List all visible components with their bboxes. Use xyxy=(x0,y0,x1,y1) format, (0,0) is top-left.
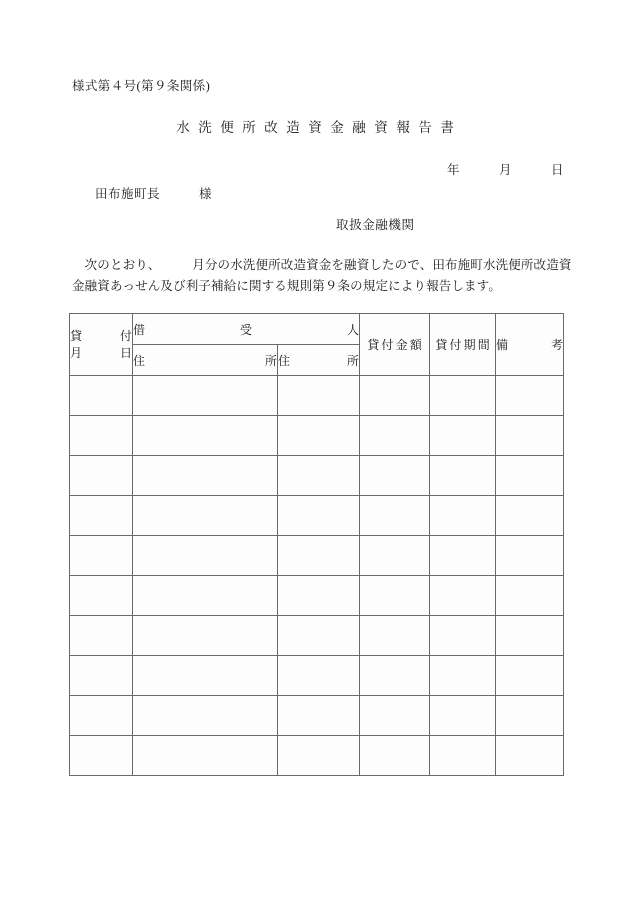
cell-address-2[interactable] xyxy=(278,736,360,776)
cell-loan-period[interactable] xyxy=(430,496,496,536)
document-title: 水洗便所改造資金融資報告書 xyxy=(176,120,463,135)
table-row[interactable] xyxy=(70,576,564,616)
header-address-1-char-1: 住 xyxy=(133,353,146,368)
cell-loan-amount[interactable] xyxy=(360,536,430,576)
cell-remarks[interactable] xyxy=(496,536,564,576)
cell-address-1[interactable] xyxy=(133,696,278,736)
cell-remarks[interactable] xyxy=(496,736,564,776)
table-row[interactable] xyxy=(70,416,564,456)
header-remarks xyxy=(496,314,564,376)
header-lend-date-bottom-1: 月 xyxy=(70,345,83,360)
table-row[interactable] xyxy=(70,496,564,536)
cell-address-2[interactable] xyxy=(278,696,360,736)
cell-address-1[interactable] xyxy=(133,616,278,656)
cell-loan-amount[interactable] xyxy=(360,376,430,416)
header-loan-period: 貸付期間 xyxy=(430,314,496,376)
report-table-body xyxy=(70,376,564,776)
header-loan-amount: 貸付金額 xyxy=(360,314,430,376)
cell-address-2[interactable] xyxy=(278,536,360,576)
table-row[interactable] xyxy=(70,536,564,576)
cell-remarks[interactable] xyxy=(496,576,564,616)
header-borrower-char-1: 借 xyxy=(133,322,146,337)
cell-lend-date[interactable] xyxy=(70,456,133,496)
form-number: 様式第４号(第９条関係) xyxy=(72,79,211,93)
cell-loan-period[interactable] xyxy=(430,576,496,616)
cell-address-2[interactable] xyxy=(278,576,360,616)
cell-loan-amount[interactable] xyxy=(360,456,430,496)
header-address-1-char-2: 所 xyxy=(264,353,277,368)
header-borrower-char-2: 受 xyxy=(240,322,253,337)
cell-address-2[interactable] xyxy=(278,616,360,656)
cell-address-2[interactable] xyxy=(278,656,360,696)
cell-remarks[interactable] xyxy=(496,696,564,736)
report-table-head xyxy=(70,314,564,376)
cell-loan-period[interactable] xyxy=(430,416,496,456)
cell-loan-amount[interactable] xyxy=(360,416,430,456)
header-address-2 xyxy=(278,345,360,376)
header-lend-date-bottom-2: 日 xyxy=(119,345,132,360)
cell-loan-period[interactable] xyxy=(430,616,496,656)
cell-address-2[interactable] xyxy=(278,496,360,536)
report-table xyxy=(69,313,564,776)
cell-address-1[interactable] xyxy=(133,736,278,776)
cell-address-2[interactable] xyxy=(278,376,360,416)
cell-lend-date[interactable] xyxy=(70,496,133,536)
cell-remarks[interactable] xyxy=(496,376,564,416)
cell-loan-amount[interactable] xyxy=(360,576,430,616)
cell-loan-amount[interactable] xyxy=(360,696,430,736)
header-address-1 xyxy=(133,345,278,376)
cell-lend-date[interactable] xyxy=(70,376,133,416)
cell-address-1[interactable] xyxy=(133,536,278,576)
cell-loan-amount[interactable] xyxy=(360,496,430,536)
cell-address-1[interactable] xyxy=(133,576,278,616)
financial-institution-label: 取扱金融機関 xyxy=(336,218,415,232)
body-paragraph-line-2: 金融資あっせん及び利子補給に関する規則第９条の規定により報告します。 xyxy=(72,279,501,293)
cell-lend-date[interactable] xyxy=(70,616,133,656)
cell-address-1[interactable] xyxy=(133,496,278,536)
cell-address-2[interactable] xyxy=(278,416,360,456)
table-row[interactable] xyxy=(70,736,564,776)
cell-address-1[interactable] xyxy=(133,416,278,456)
cell-lend-date[interactable] xyxy=(70,696,133,736)
cell-remarks[interactable] xyxy=(496,656,564,696)
header-borrower xyxy=(133,314,360,345)
cell-loan-period[interactable] xyxy=(430,376,496,416)
cell-loan-amount[interactable] xyxy=(360,656,430,696)
cell-address-2[interactable] xyxy=(278,456,360,496)
header-lend-date-top-1: 貸 xyxy=(70,328,83,343)
cell-address-1[interactable] xyxy=(133,456,278,496)
header-borrower-char-3: 人 xyxy=(347,322,360,337)
cell-lend-date[interactable] xyxy=(70,536,133,576)
cell-remarks[interactable] xyxy=(496,496,564,536)
cell-lend-date[interactable] xyxy=(70,656,133,696)
addressee-line: 田布施町長 様 xyxy=(95,187,213,201)
header-lend-date-top-2: 付 xyxy=(119,328,132,343)
cell-loan-period[interactable] xyxy=(430,656,496,696)
table-row[interactable] xyxy=(70,376,564,416)
header-remarks-char-1: 備 xyxy=(496,338,509,352)
table-row[interactable] xyxy=(70,456,564,496)
cell-remarks[interactable] xyxy=(496,616,564,656)
table-header-row-1 xyxy=(70,314,564,345)
report-table-container xyxy=(69,313,563,776)
cell-address-1[interactable] xyxy=(133,656,278,696)
header-address-2-char-1: 住 xyxy=(278,353,291,368)
table-row[interactable] xyxy=(70,656,564,696)
cell-address-1[interactable] xyxy=(133,376,278,416)
header-lend-date xyxy=(70,314,133,376)
cell-loan-period[interactable] xyxy=(430,736,496,776)
body-paragraph-line-1: 次のとおり、 月分の水洗便所改造資金を融資したので、田布施町水洗便所改造資 xyxy=(72,258,572,272)
table-row[interactable] xyxy=(70,696,564,736)
body-paragraph xyxy=(72,255,572,297)
cell-remarks[interactable] xyxy=(496,416,564,456)
header-address-2-char-2: 所 xyxy=(347,353,360,368)
cell-loan-amount[interactable] xyxy=(360,736,430,776)
cell-lend-date[interactable] xyxy=(70,416,133,456)
cell-loan-period[interactable] xyxy=(430,696,496,736)
cell-lend-date[interactable] xyxy=(70,736,133,776)
table-row[interactable] xyxy=(70,616,564,656)
cell-loan-period[interactable] xyxy=(430,456,496,496)
header-remarks-char-2: 考 xyxy=(551,338,564,352)
cell-lend-date[interactable] xyxy=(70,576,133,616)
cell-loan-amount[interactable] xyxy=(360,616,430,656)
cell-loan-period[interactable] xyxy=(430,536,496,576)
date-line: 年 月 日 xyxy=(446,163,564,177)
cell-remarks[interactable] xyxy=(496,456,564,496)
